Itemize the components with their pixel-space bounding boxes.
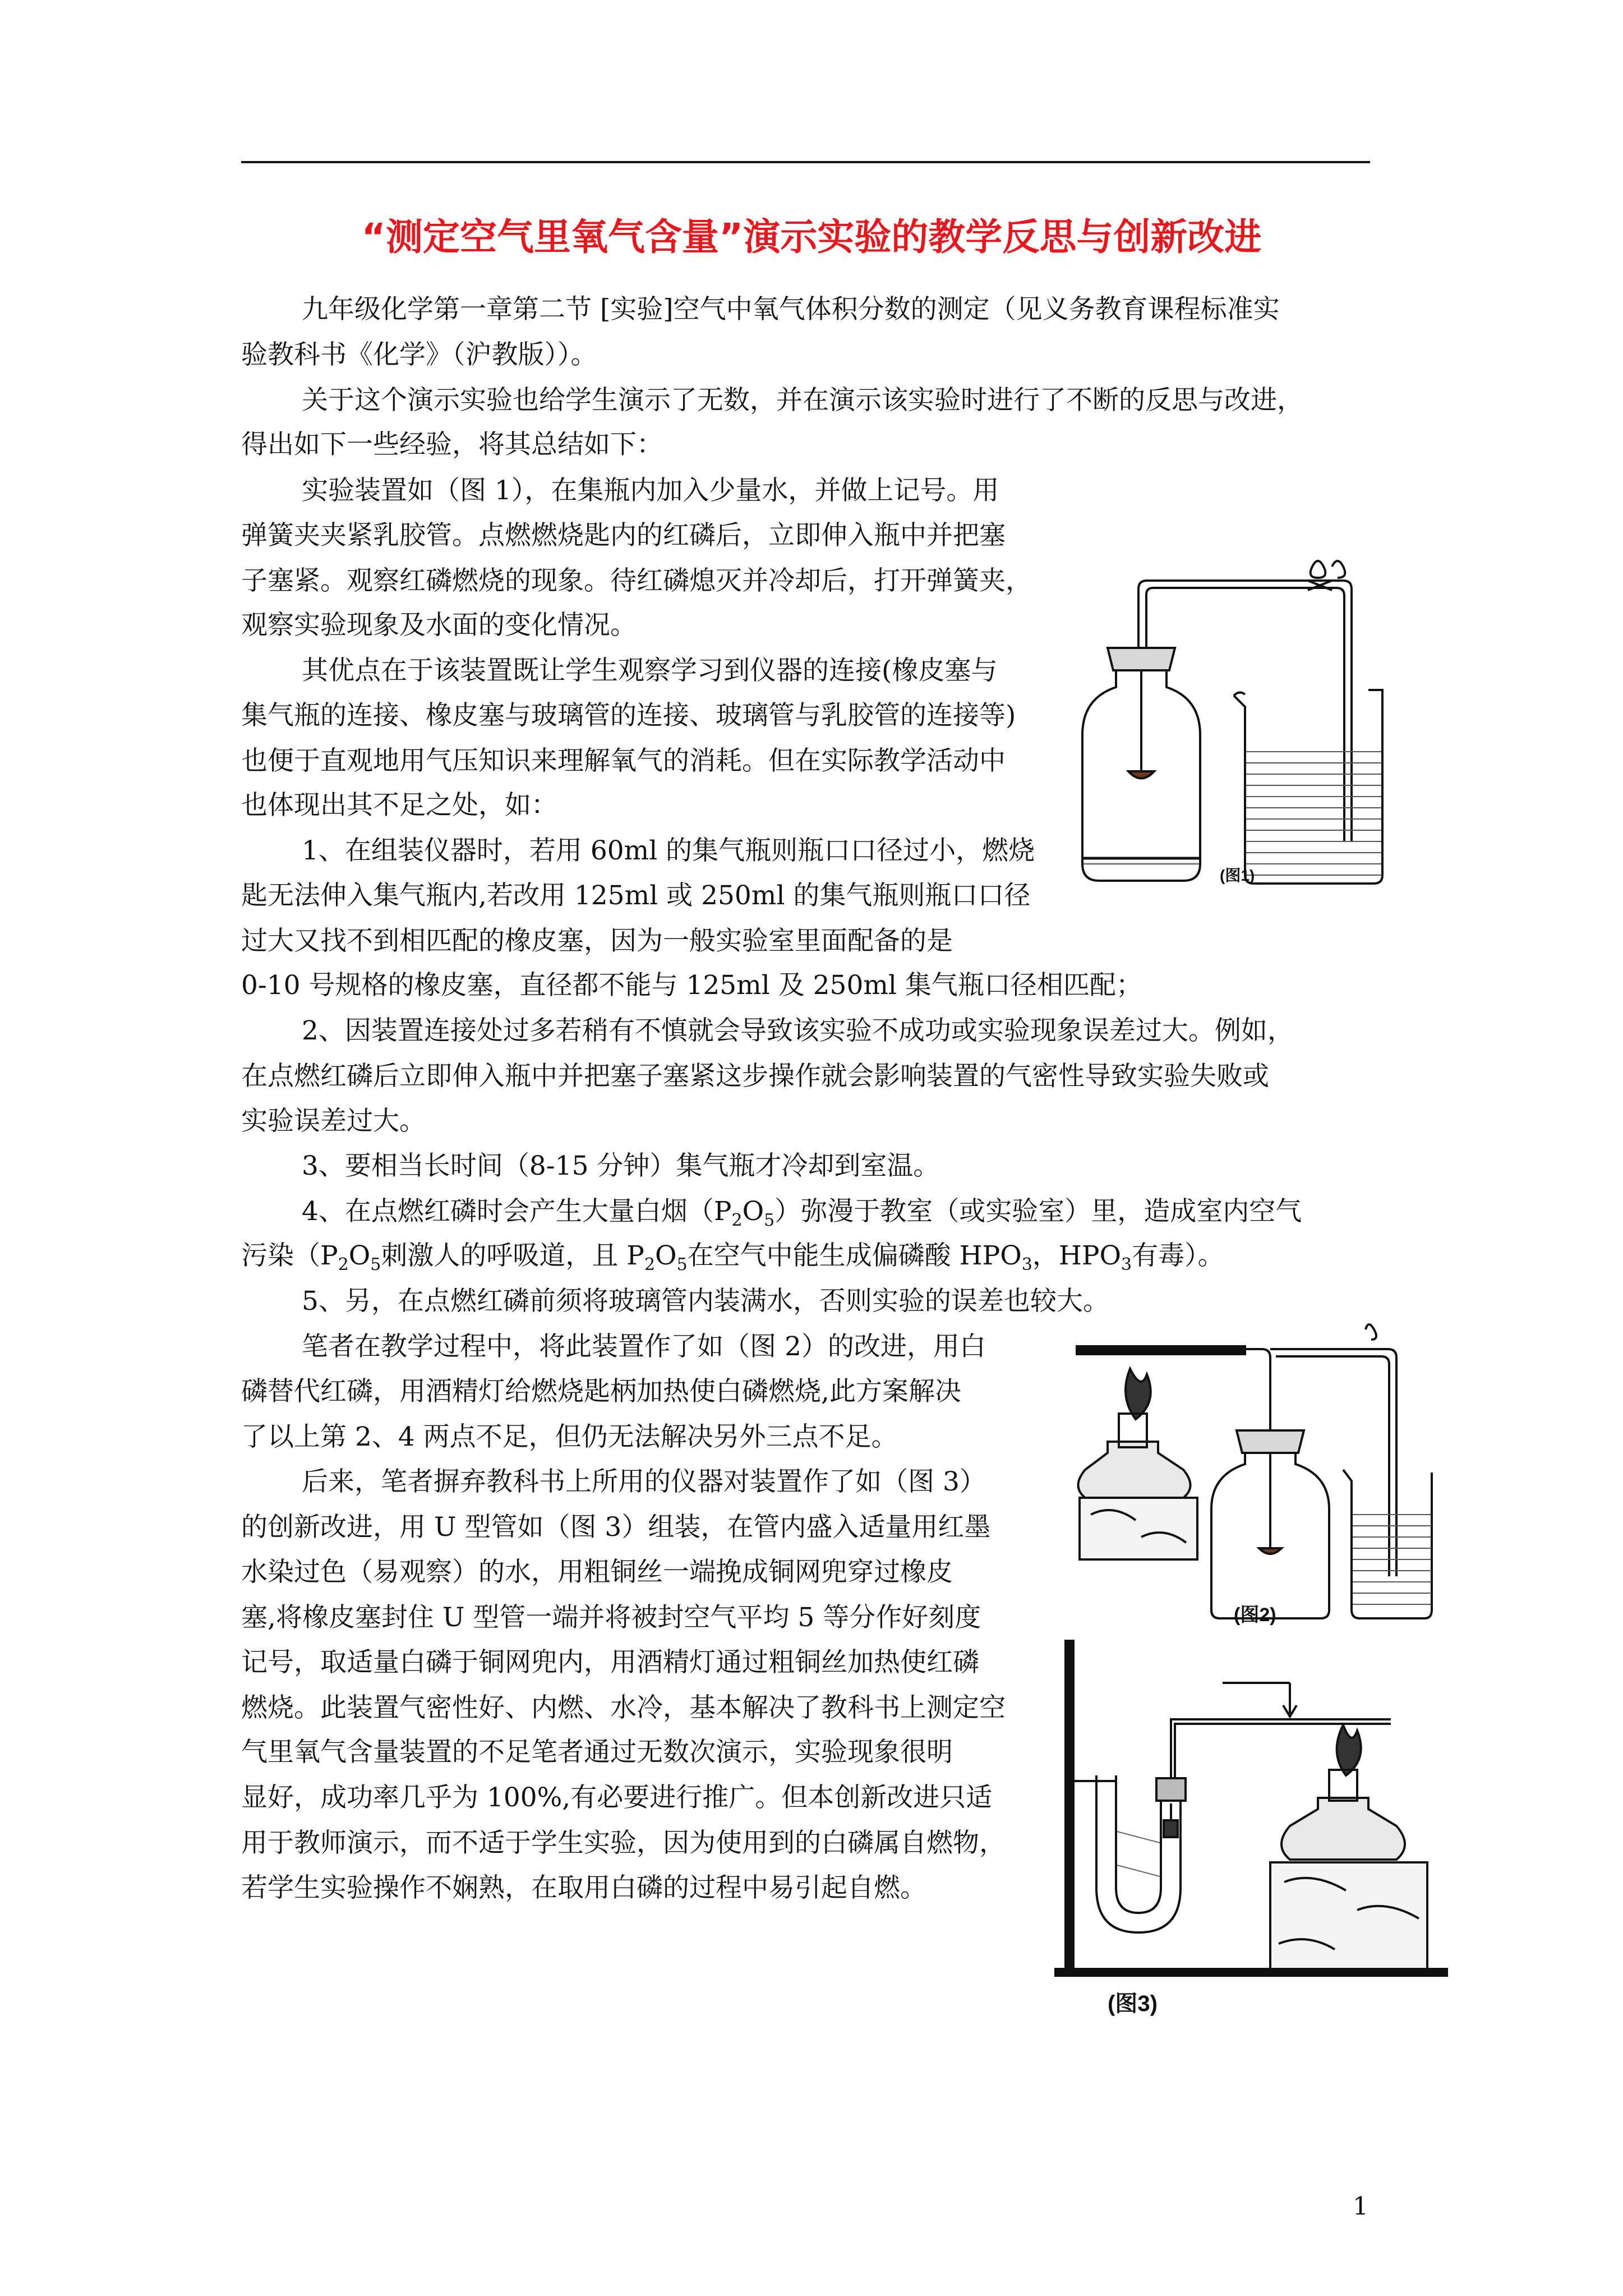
fig3-para-line-3: 水染过色（易观察）的水，用粗铜丝一端挽成铜网兜穿过橡皮 — [241, 1557, 953, 1588]
intro-line-3: 关于这个演示实验也给学生演示了无数，并在演示该实验时进行了不断的反思与改进， — [302, 385, 1303, 416]
figure-2-caption: (图2) — [1234, 1604, 1276, 1626]
item2-line-2: 在点燃红磷后立即伸入瓶中并把塞子塞紧这步操作就会影响装置的气密性导致实验失败或 — [241, 1061, 1269, 1092]
figure-2-apparatus — [1074, 1313, 1433, 1627]
item5-line: 5、另，在点燃红磷前须将玻璃管内装满水，否则实验的误差也较大。 — [302, 1286, 1109, 1317]
item4-text-d: 污染（P — [241, 1240, 338, 1271]
item4-text-j: 有毒）。 — [1132, 1240, 1224, 1271]
intro-line-4: 得出如下一些经验，将其总结如下： — [241, 429, 663, 460]
fig3-para-line-5: 记号，取适量白磷于铜网兜内，用酒精灯通过粗铜丝加热使红磷 — [241, 1647, 979, 1678]
document-title: “测定空气里氧气含量”演示实验的教学反思与创新改进 — [361, 215, 1262, 259]
item2-line-3: 实验误差过大。 — [241, 1106, 426, 1137]
item2-line-1: 2、因装置连接处过多若稍有不慎就会导致该实验不成功或实验现象误差过大。例如， — [302, 1015, 1294, 1046]
fig3-para-line-9: 用于教师演示，而不适于学生实验，因为使用到的白磷属自燃物， — [241, 1828, 1006, 1858]
item4-text-b: O — [742, 1196, 764, 1227]
item4-sub-4: 5 — [370, 1255, 381, 1274]
figure-1-caption: (图1) — [1220, 867, 1255, 884]
fig3-para-line-1: 后来，笔者摒弃教科书上所用的仪器对装置作了如（图 3） — [302, 1466, 986, 1497]
item4-sub-2: 5 — [764, 1211, 775, 1230]
fig3-para-line-10: 若学生实验操作不娴熟，在取用白磷的过程中易引起自燃。 — [241, 1872, 926, 1903]
fig3-para-line-2: 的创新改进，用 U 型管如（图 3）组装，在管内盛入适量用红墨 — [241, 1512, 991, 1543]
item4-text-c: ）弥漫于教室（或实验室）里，造成室内空气 — [774, 1196, 1302, 1227]
adv-para-line-4: 也体现出其不足之处，如： — [241, 790, 557, 821]
adv-para-line-2: 集气瓶的连接、橡皮塞与玻璃管的连接、玻璃管与乳胶管的连接等) — [241, 700, 1016, 731]
item4-text-h: 在空气中能生成偏磷酸 HPO — [687, 1240, 1022, 1271]
item4-text-e: O — [348, 1240, 371, 1271]
figure-3-caption: (图3) — [1108, 1991, 1158, 2016]
fig3-para-line-4: 塞,将橡皮塞封住 U 型管一端并将被封空气平均 5 等分作好刻度 — [241, 1602, 981, 1633]
item4-sub-6: 5 — [676, 1255, 688, 1274]
item4-text-a: 4、在点燃红磷时会产生大量白烟（P — [302, 1196, 732, 1227]
fig3-para-line-8: 显好，成功率几乎为 100%,有必要进行推广。但本创新改进只适 — [241, 1782, 993, 1813]
item1-line-4: 0-10 号规格的橡皮塞，直径都不能与 125ml 及 250ml 集气瓶口径相匹配； — [241, 970, 1142, 1001]
item4-sub-3: 2 — [338, 1255, 349, 1274]
fig2-para-line-1: 笔者在教学过程中，将此装置作了如（图 2）的改进，用白 — [302, 1331, 986, 1362]
fig2-para-line-3: 了以上第 2、4 两点不足，但仍无法解决另外三点不足。 — [241, 1421, 898, 1452]
item4-sub-1: 2 — [731, 1211, 743, 1230]
fig3-para-line-7: 气里氧气含量装置的不足笔者通过无数次演示，实验现象很明 — [241, 1737, 953, 1768]
item1-line-3: 过大又找不到相匹配的橡皮塞，因为一般实验室里面配备的是 — [241, 926, 953, 956]
item4-sub-8: 3 — [1121, 1255, 1132, 1274]
figure-3-apparatus — [1054, 1630, 1458, 2022]
fig1-para-line-4: 观察实验现象及水面的变化情况。 — [241, 610, 637, 641]
fig3-para-line-6: 燃烧。此装置气密性好、内燃、水冷，基本解决了教科书上测定空 — [241, 1692, 1006, 1723]
item4-line-1 — [241, 1192, 1302, 1231]
fig1-para-line-2: 弹簧夹夹紧乳胶管。点燃燃烧匙内的红磷后，立即伸入瓶中并把塞 — [241, 520, 1006, 551]
item4-text-i: ，HPO — [1032, 1240, 1122, 1271]
figure-1-apparatus — [1077, 550, 1391, 914]
fig1-para-line-1: 实验装置如（图 1），在集瓶内加入少量水，并做上记号。用 — [302, 475, 999, 506]
intro-line-2: 验教科书《化学》（沪教版））。 — [241, 339, 597, 370]
item1-line-2: 匙无法伸入集气瓶内,若改用 125ml 或 250ml 的集气瓶则瓶口口径 — [241, 880, 1031, 911]
fig2-para-line-2: 磷替代红磷，用酒精灯给燃烧匙柄加热使白磷燃烧,此方案解决 — [241, 1376, 961, 1407]
page-number: 1 — [1353, 2192, 1368, 2221]
item3-line: 3、要相当长时间（8-15 分钟）集气瓶才冷却到室温。 — [302, 1151, 940, 1181]
item4-sub-5: 2 — [644, 1255, 656, 1274]
intro-line-1: 九年级化学第一章第二节 [实验]空气中氧气体积分数的测定（见义务教育课程标准实 — [302, 294, 1280, 325]
item4-sub-7: 3 — [1021, 1255, 1032, 1274]
item4-line-2 — [241, 1236, 1224, 1276]
item4-text-f: 刺激人的呼吸道，且 P — [381, 1240, 644, 1271]
header-rule — [241, 161, 1370, 163]
adv-para-line-1: 其优点在于该装置既让学生观察学习到仪器的连接(橡皮塞与 — [302, 655, 998, 686]
item4-text-g: O — [655, 1240, 677, 1271]
adv-para-line-3: 也便于直观地用气压知识来理解氧气的消耗。但在实际教学活动中 — [241, 746, 1006, 776]
fig1-para-line-3: 子塞紧。观察红磷燃烧的现象。待红磷熄灭并冷却后，打开弹簧夹， — [241, 565, 1032, 596]
item1-line-1: 1、在组装仪器时，若用 60ml 的集气瓶则瓶口口径过小，燃烧 — [302, 835, 1035, 866]
